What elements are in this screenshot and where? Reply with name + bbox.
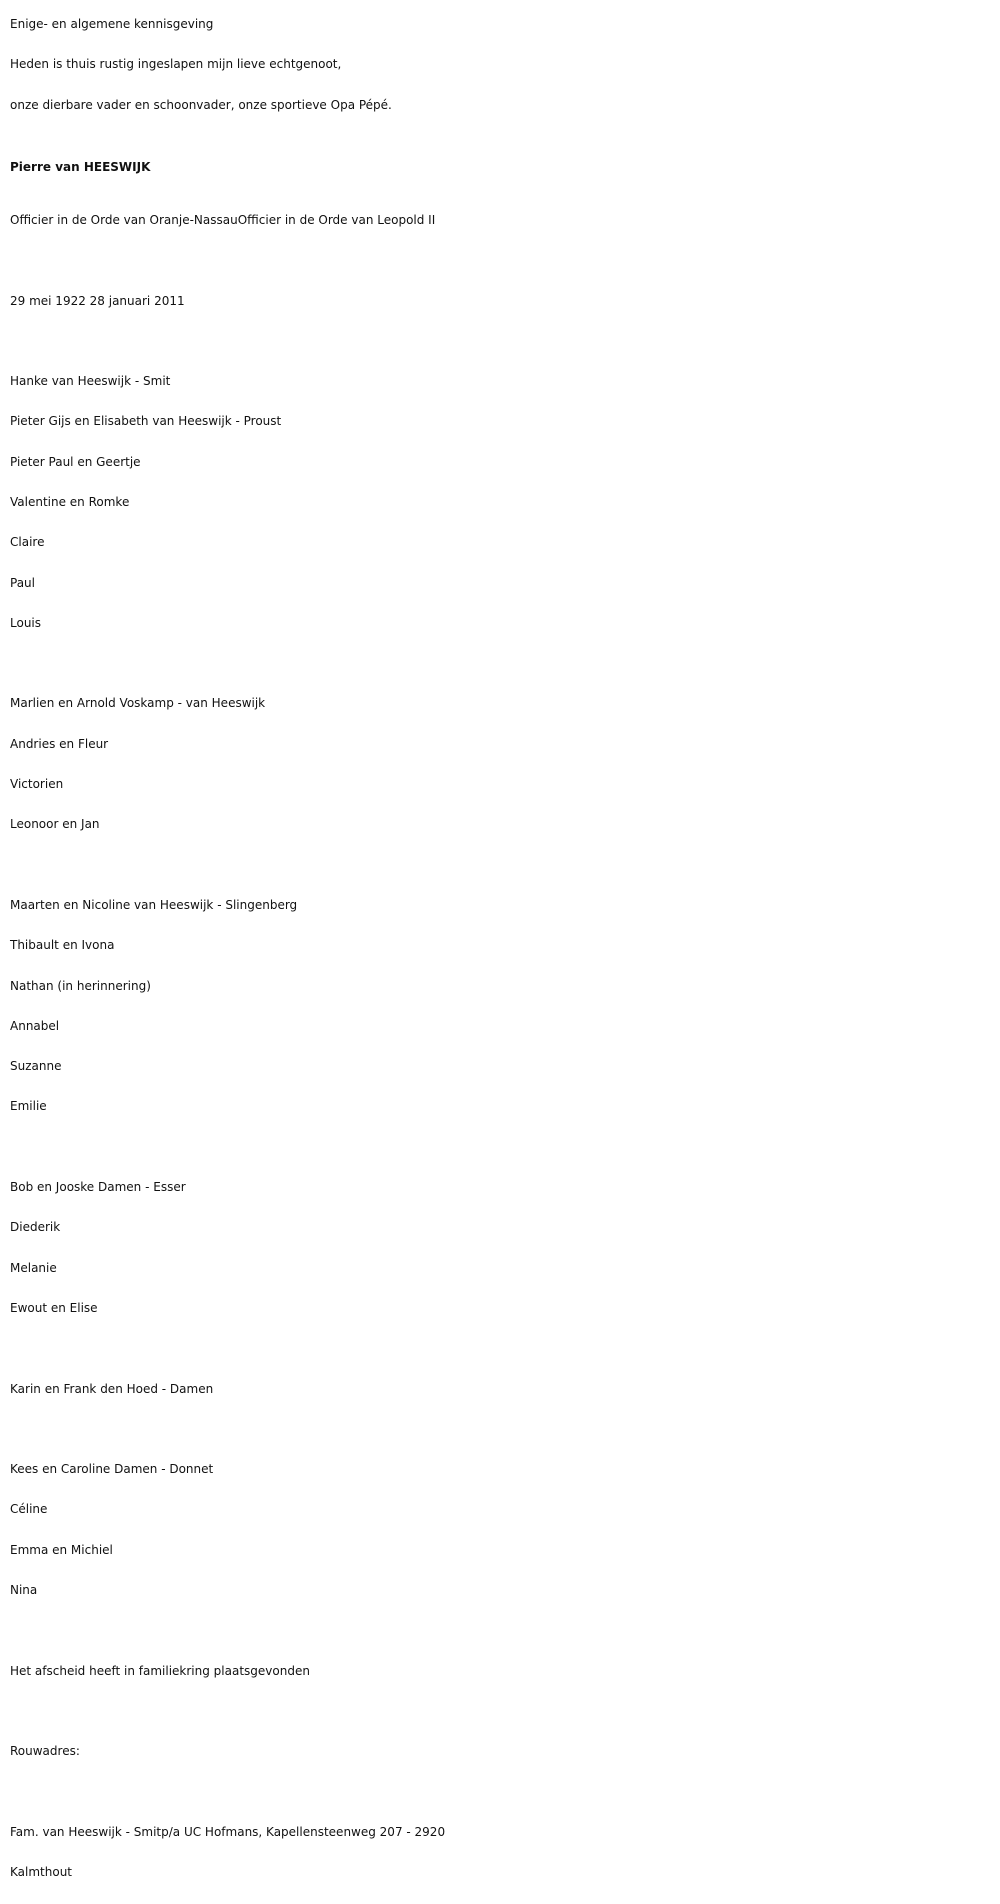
family-line: Maarten en Nicoline van Heeswijk - Slingenberg xyxy=(10,897,298,912)
family-line: Bob en Jooske Damen - Esser xyxy=(10,1180,186,1195)
family-line: Kees en Caroline Damen - Donnet xyxy=(10,1462,214,1477)
spacer xyxy=(10,1610,990,1650)
spacer xyxy=(10,1127,990,1167)
family-group xyxy=(10,1449,990,1610)
family-line: Leonoor en Jan xyxy=(10,817,100,832)
family-group xyxy=(10,683,990,844)
family-line: Paul xyxy=(10,575,35,590)
family-line: Louis xyxy=(10,615,42,630)
family-line: Céline xyxy=(10,1502,48,1517)
spacer xyxy=(10,1328,990,1368)
family-line: Karin en Frank den Hoed - Damen xyxy=(10,1381,214,1396)
address-line: Kalmthout xyxy=(10,1865,72,1880)
intro-text xyxy=(10,4,990,125)
family-line: Andries en Fleur xyxy=(10,736,109,751)
family-group xyxy=(10,1369,990,1409)
family-line: Hanke van Heeswijk - Smit xyxy=(10,374,171,389)
family-line: Diederik xyxy=(10,1220,61,1235)
address-label: Rouwadres: xyxy=(10,1744,80,1759)
honors: Officier in de Orde van Oranje-NassauOfficier in de Orde van Leopold II xyxy=(10,212,436,227)
spacer xyxy=(10,321,990,361)
spacer xyxy=(10,1772,990,1812)
farewell-text: Het afscheid heeft in familiekring plaatsgevonden xyxy=(10,1663,310,1678)
life-dates: 29 mei 1922 28 januari 2011 xyxy=(10,293,185,308)
family-line: Pieter Gijs en Elisabeth van Heeswijk - Proust xyxy=(10,414,282,429)
family-line: Claire xyxy=(10,535,45,550)
family-line: Pieter Paul en Geertje xyxy=(10,454,141,469)
intro-line: onze dierbare vader en schoonvader, onze sportieve Opa Pépé. xyxy=(10,97,392,112)
family-line: Melanie xyxy=(10,1260,57,1275)
family-group xyxy=(10,361,990,643)
family-line: Marlien en Arnold Voskamp - van Heeswijk xyxy=(10,696,266,711)
address-line: Fam. van Heeswijk - Smitp/a UC Hofmans, Kapellensteenweg 207 - 2920 xyxy=(10,1824,446,1839)
spacer xyxy=(10,845,990,885)
family-line: Annabel xyxy=(10,1018,60,1033)
deceased-name: Pierre van HEESWIJK xyxy=(10,159,151,174)
family-line: Nathan (in herinnering) xyxy=(10,978,151,993)
family-group xyxy=(10,885,990,1127)
family-line: Nina xyxy=(10,1583,38,1598)
family-line: Emma en Michiel xyxy=(10,1542,113,1557)
family-line: Thibault en Ivona xyxy=(10,938,115,953)
family-line: Victorien xyxy=(10,777,64,792)
family-line: Suzanne xyxy=(10,1059,62,1074)
spacer xyxy=(10,643,990,683)
spacer xyxy=(10,240,990,280)
intro-line: Heden is thuis rustig ingeslapen mijn lieve echtgenoot, xyxy=(10,57,342,72)
spacer xyxy=(10,1691,990,1731)
family-line: Valentine en Romke xyxy=(10,495,130,509)
family-line: Ewout en Elise xyxy=(10,1300,98,1315)
spacer xyxy=(10,1409,990,1449)
family-line: Emilie xyxy=(10,1099,47,1114)
family-group xyxy=(10,1167,990,1328)
intro-line: Enige- en algemene kennisgeving xyxy=(10,17,214,31)
